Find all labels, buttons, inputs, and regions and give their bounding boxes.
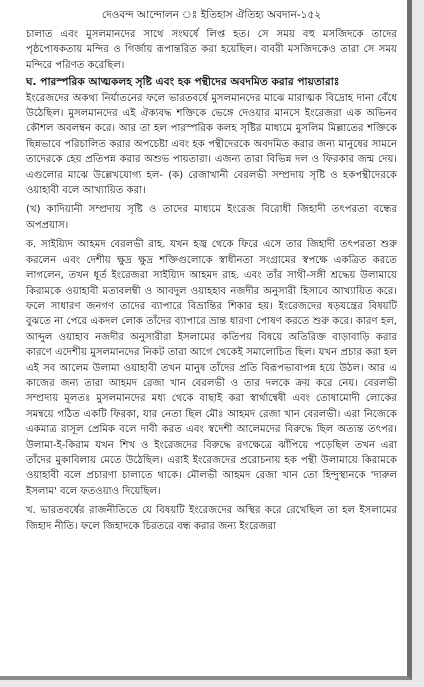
paragraph-british-divide: ইংরেজদের অকথ্য নির্যাতনের ফলে ভারতবর্ষে মুসলমানদের মাঝে মারাত্মক বিদ্রোহ দানা বেঁধে উঠেছিল। মুসলমানদের এই ঐক্যবদ্ধ শক্তিকে ভেঙ্গে দেওয়ার মানসে ইংরেজরা এক অভিনব কৌশল অবলম্বন করে। আর তা হল পারস্পরিক কলহ সৃষ্টির মাধ্যমে মুসলিম মিল্লাতের শক্তিকে ছিন্নভাবে পরিচালিত করার অপচেষ্টা এবং হক পন্থীদেরকে অবদমিত করার জন্য মানুষের সামনে তাদেরকে হেয় প্রতিপন্ন করার অশুভ পায়তারা। এজন্য তারা বিভিন্ন দল ও ফিরকার জন্ম দেয়। এগুলোর মাঝে উল্লেখযোগ্য হল- (ক) রেজাখানী বেরলভী সম্প্রদায় সৃষ্টি ও হকপন্থীদেরকে ওয়াহাবী বলে আখ্যায়িত করা। xyxy=(26,92,397,197)
paragraph-sayyid-ahmad: ক. সাইয়্যিদ আহমদ বেরলভী রাহ. যখন হজ্ব থেকে ফিরে এসে তার জিহাদী তৎপরতা শুরু করলেন এবং দেশীয় ক্ষুদ্র ক্ষুদ্র শক্তিগুলোকে স্বাধীনতা সংগ্রামের স্বপক্ষে একত্রিত করতে লাগলেন, তখন ধূর্ত ইংরেজরা সাইয়্যিদ আহমদ রাহ. এবং তাঁর সাথী-সঙ্গী শ্রদ্ধেয় উলামায়ে কিরামকে ওয়াহাবী মতাবলম্বী ও আবদুল ওয়াহহাব নজদীর অনুসারী হিসাবে আখ্যায়িত করে। ফলে সাধারণ জনগণ তাদের ব্যাপারে বিভ্রান্তির শিকার হয়। ইংরেজদের ষড়যন্ত্রের বিষয়টি বুঝতে না পেরে একদল লোক তাঁদের ব্যাপারে ভ্রান্ত ধারণা পোষণ করতে শুরু করে। কারণ হল, আব্দুল ওয়াহাব নজদীর অনুসারীরা ইসলামের কতিপয় বিষয়ে অতিরিক্ত বাড়াবাড়ি করার কারণে এদেশীয় মুসলমানদের নিকট তারা আগে থেকেই সমালোচিত ছিল। যখন প্রচার করা হল এই সব আলেম উলামা ওয়াহাবী তখন মানুষ তাঁদের প্রতি বিরূপভাবাপন্ন হয়ে উঠল। আর এ কাজের জন্য তারা আহমদ রেজা খান বেরলভী ও তার দলকে ক্রয় করে নেয়। বেরলভী সম্প্রদায় মূলতঃ মুসলমানদের মধ্য থেকে বাছাই করা স্বার্থান্বেষী এবং তোষামোদী লোকের সমন্বয়ে গঠিত একটি ফিরকা, যার নেতা ছিল মৌঃ আহমদ রেজা খান বেরলভী। এরা নিজেকে একমাত্র রাসূল প্রেমিক বলে দাবী করত এবং স্বদেশী আলেমদের বিরুদ্ধে ছিল অত্যন্ত তৎপর। উলামা-ই-কিরাম যখন শিখ ও ইংরেজদের বিরুদ্ধে রণক্ষেত্রে ঝাঁপিয়ে পড়েছিল তখন এরা তাঁদের মুকাবিলায় মেতে উঠেছিল। এরাই ইংরেজদের প্ররোচনায় হক পন্থী উলামায়ে কিরামকে ওয়াহাবী বলে প্রচারণা চালাতে থাকে। মৌলভী আহমদ রেজা খান তো হিন্দুস্থানকে 'দারুল ইসলাম' বলে ফতওয়াও দিয়েছিল। xyxy=(26,239,397,497)
section-heading: ঘ. পারস্পরিক আত্মকলহ সৃষ্টি এবং হক পন্থীদের অবদমিত করার পায়তারাঃ xyxy=(26,76,340,89)
paragraph-jihad-policy: খ. ভারতবর্ষের রাজনীতিতে যে বিষয়টি ইংরেজদের অস্থির করে রেখেছিল তা হল ইসলামের জিহাদ নীতি। ফলে জিহাদকে চিরতরে বন্ধ করার জন্য ইংরেজরা xyxy=(26,505,397,532)
paragraph-qadiani: (খ) কাদিয়ানী সম্প্রদায় সৃষ্টি ও তাদের মাধ্যমে ইংরেজ বিরোধী জিহাদী তৎপরতা বন্ধের অপপ্রয়াস। xyxy=(26,204,397,231)
paragraph-intro: চালাত এবং মুসলমানদের সাথে সংঘর্ষে লিপ্ত হত। সে সময় বহু মসজিদকে তাদের পৃষ্ঠপোষকতায় মন্দির ও গির্জায় রূপান্তরিত করা হয়েছিল। বাবরী মসজিদকেও তারা সে সময় মন্দিরে পরিণত করেছিল। xyxy=(26,29,397,71)
running-header: দেওবন্দ আন্দোলন ঃ ইতিহাস ঐতিহ্য অবদান-১৫২ xyxy=(101,9,322,21)
